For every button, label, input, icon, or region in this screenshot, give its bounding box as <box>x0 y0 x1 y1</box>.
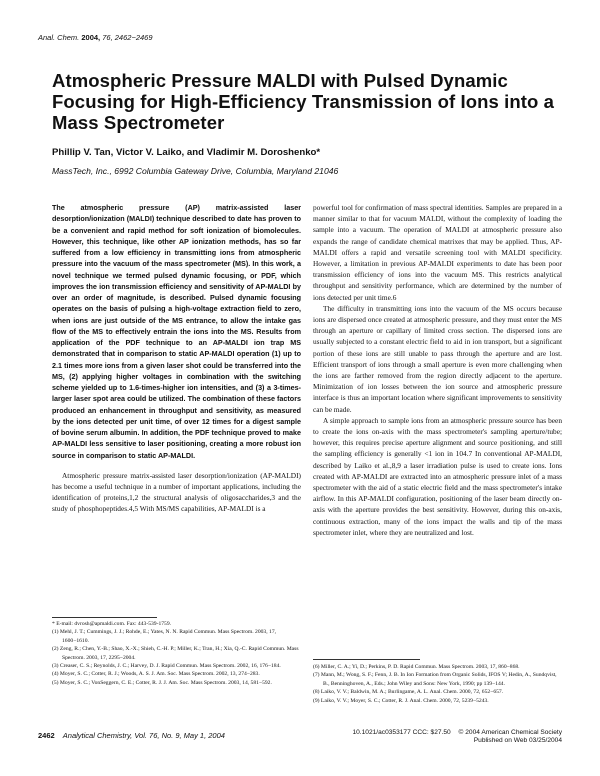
page-number: 2462 <box>38 731 55 740</box>
footnote-divider-left <box>52 617 157 618</box>
reference-item: (5) Moyer, S. C.; VonSeggern, C. E.; Cotter, R. J. J. Am. Soc. Mass Spectrom. 2003, 14, 581−592. <box>52 679 272 686</box>
reference-item: (3) Creaser, C. S.; Reynolds, J. C.; Harvey, D. J. Rapid Commun. Mass Spectrom. 2002, 16, 176−184. <box>52 663 281 670</box>
reference-item: (8) Laiko, V. V.; Baldwin, M. A.; Burlingame, A. L. Anal. Chem. 2000, 72, 652−657. <box>313 689 504 696</box>
doi-and-price: 10.1021/ac0353177 CCC: $27.50 <box>352 729 451 736</box>
introduction-paragraph-1: Atmospheric pressure matrix-assisted laser desorption/ionization (AP-MALDI) has become a useful technique in a number of important applications, including the identification of proteins,1,2 the structural analysis of oligosaccharides,3 and the study of phosphopeptides.4,5 With MS/MS capabilities, AP-MALDI is a <box>52 470 301 514</box>
author-list: Phillip V. Tan, Victor V. Laiko, and Vladimir M. Doroshenko* <box>52 147 321 158</box>
publication-date: Published on Web 03/25/2004 <box>473 737 562 745</box>
reference-item: (2) Zeng, R.; Chen, Y.-B.; Shao, X.-X.; Shieh, C.-H. P.; Miller, K.; Tran, H.; Xia, Q.-C. Rapid Commun. Mass Spectrom. 2003, 17, 2295−2004. <box>52 646 299 661</box>
reference-item: (7) Mann, M.; Wong, S. F.; Fenn, J. B. In Ion Formation from Organic Solids, IFOS V; Hedin, A., Sundqvist, B., Benninghoven, A., Eds.; John Wiley and Sons: New York, 1990; pp 139−144. <box>313 672 557 687</box>
reference-item: (6) Miller, C. A.; Yi, D.; Perkins, P. D. Rapid Commun. Mass Spectrom. 2003, 17, 860−868. <box>313 664 520 670</box>
right-column <box>313 202 562 538</box>
journal-volume-pages: 76, 2462−2469 <box>102 33 153 42</box>
copyright-notice: © 2004 American Chemical Society <box>458 729 562 736</box>
footnote-corresponding-author: * E-mail: dvrosh@apmaldi.com. Fax: 443-539-1759. <box>52 621 172 627</box>
footnote-divider-right <box>313 659 420 660</box>
reference-list-left <box>52 620 301 687</box>
body-paragraph-1: powerful tool for confirmation of mass spectral identities. Samples are prepared in a manner similar to that for vacuum MALDI, without the complexity of loading the sample into a vacuum. The operation of MALDI at atmospheric pressure also expands the range of candidate chemical matrixes that may be applied. Thus, AP-MALDI offers a rapid and versatile screening tool with MALDI specificity. However, a limitation in previous AP-MALDI experiments to date has been poor transmission efficiency of ions into the vacuum MS. This restricts analytical throughput and sensitivity performance, which are determined by the number of ions detected per unit time.6 <box>313 203 562 302</box>
author-affiliation: MassTech, Inc., 6992 Columbia Gateway Drive, Columbia, Maryland 21046 <box>52 166 339 176</box>
journal-issue-info: Analytical Chemistry, Vol. 76, No. 9, May 1, 2004 <box>62 731 225 740</box>
body-paragraph-3: A simple approach to sample ions from an atmospheric pressure source has been to create the ions on-axis with the mass spectrometer's sampling aperture/tube; however, this requires precise aperture alignment and source positioning, and still the sampling efficiency is generally <1 ion in 104.7 In conventional AP-MALDI, described by Laiko et al.,8,9 a laser irradiation pulse is used to create ions. Ions created with AP-MALDI are extracted into an atmospheric pressure inlet of a mass spectrometer with the aid of a static electric field and the mass spectrometer's intake airflow. In this AP-MALDI configuration, positioning of the laser beam directly on-axis with the aperture provides the best sensitivity. However, during this on-axis, continuous extraction, many of the ions impact the walls and tip of the mass spectrometer inlet, where they are neutralized and lost. <box>313 415 562 537</box>
body-paragraph-2: The difficulty in transmitting ions into the vacuum of the MS occurs because ions are dispersed once created at atmospheric pressure, and they must enter the MS through an aperture or capillary of limited cross section. The dispersed ions are usually subjected to a constant electric field to aid in ion transport, but a significant portion of these ions are still unable to pass through the aperture and are lost. Efficient transport of ions through a small aperture is even more challenging when the ions are farther removed from the region directly adjacent to the aperture. Minimization of ion losses between the ion source and atmospheric pressure interface is thus an important location where significant improvements to sensitivity can be made. <box>313 303 562 414</box>
reference-item: (4) Moyer, S. C.; Cotter, R. J.; Woods, A. S. J. Am. Soc. Mass Spectrom. 2002, 13, 274−283. <box>52 671 260 678</box>
journal-abbrev: Anal. Chem. <box>38 33 80 42</box>
footer-left <box>38 731 225 740</box>
left-column <box>52 202 301 515</box>
reference-list-right <box>313 663 562 705</box>
abstract: The atmospheric pressure (AP) matrix-assisted laser desorption/ionization (MALDI) technique described to date has proven to be a convenient and rapid method for soft ionization of biomolecules. However, this technique, like other AP ionization methods, has so far suffered from a low efficiency in transmitting ions from atmospheric pressure into the vacuum of the mass spectrometer (MS). In this work, a novel technique we termed pulsed dynamic focusing, or PDF, which improves the ion transmission efficiency and sensitivity of AP-MALDI by over an order of magnitude, is described. Pulsed dynamic focusing operates on the basis of pulsing a high-voltage extraction field to zero, when ions are just outside of the MS entrance, to allow the intake gas flow of the MS to effectively entrain the ions into the MS. Results from application of the PDF technique to an AP-MALDI ion trap MS demonstrated that in comparison to static AP-MALDI operation (1) up to 2.1 times more ions from a given laser shot could be transferred into the MS, (2) applying higher voltages in combination with the switching scheme yielded up to 1.6-times-higher ion intensities, and (3) a 3-times-larger laser spot area could be utilized. The combination of these factors produced an enhancement in throughput and sensitivity, as measured by the ions detected per unit time, of over 12 times for a digest sample of bovine serum albumin. In addition, the PDF technique proved to make AP-MALDI less sensitive to laser positioning, creating a more robust ion source in comparison to static AP-MALDI. <box>52 203 301 460</box>
article-title: Atmospheric Pressure MALDI with Pulsed Dynamic Focusing for High-Efficiency Transmission of Ions into a Mass Spectrometer <box>52 70 555 133</box>
reference-item: (9) Laiko, V. V.; Moyer, S. C.; Cotter, R. J. Anal. Chem. 2000, 72, 5239−5243. <box>313 697 489 704</box>
footer-right <box>352 729 562 746</box>
journal-citation-header <box>38 33 153 42</box>
reference-item: (1) Mehl, J. T.; Cummings, J. J.; Rohde, E.; Yates, N. N. Rapid Commun. Mass Spectrom. 2003, 17, 1600−1610. <box>52 629 277 644</box>
journal-year: 2004, <box>81 33 101 42</box>
